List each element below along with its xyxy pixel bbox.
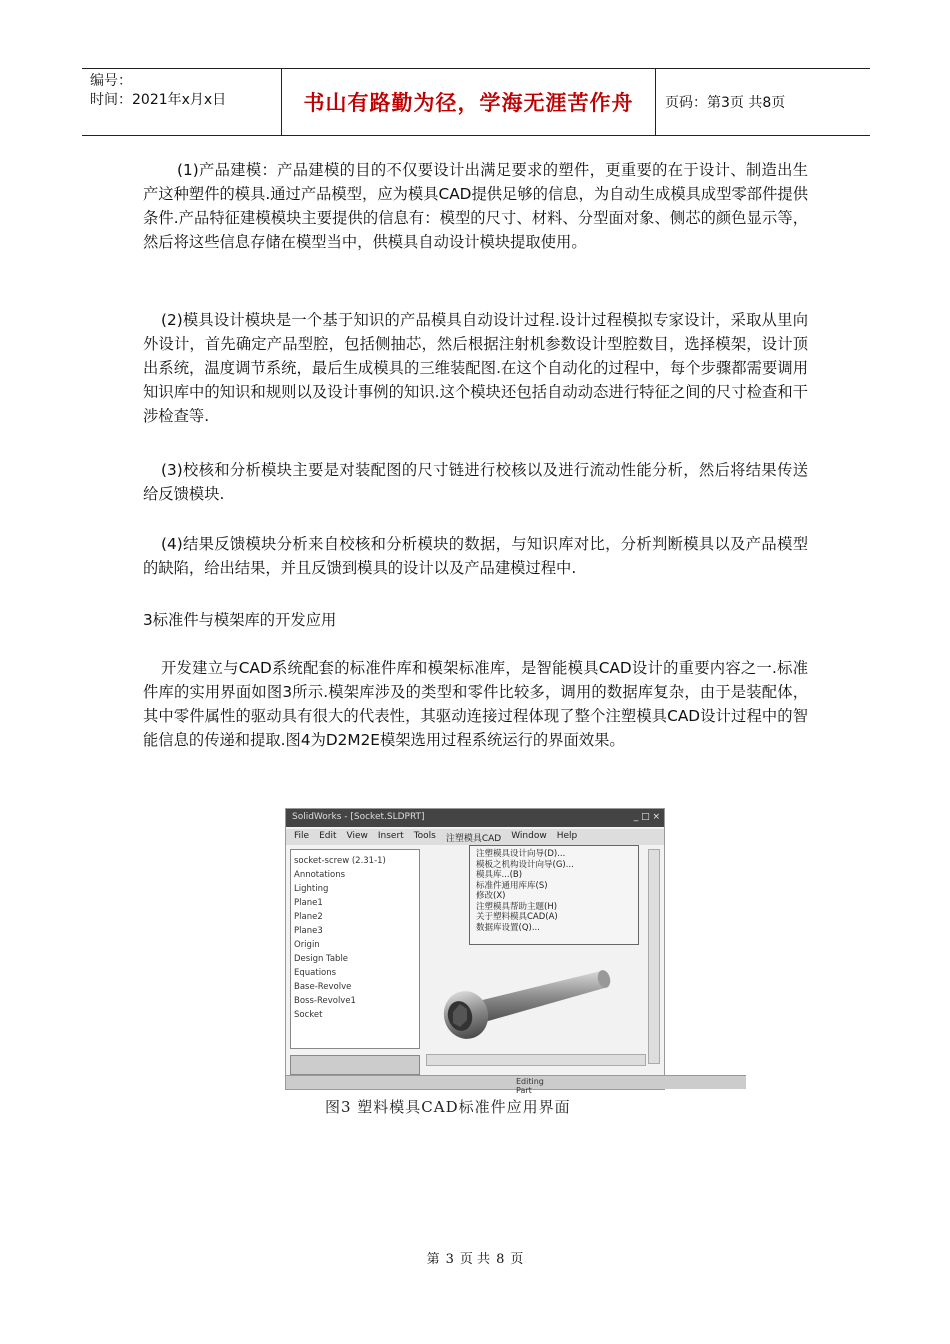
- menu-item: 注塑模具CAD: [445, 834, 502, 844]
- figure-3-screenshot: [285, 808, 665, 1095]
- menu-item: Edit: [319, 831, 337, 841]
- menu-item: Window: [511, 831, 547, 841]
- header-motto: [282, 69, 656, 135]
- tree-item: Plane1: [294, 898, 323, 908]
- dropdown-item: 数据库设置(Q)...: [476, 922, 540, 933]
- tree-item: Origin: [294, 940, 320, 950]
- paragraph-3: (3)校核和分析模块主要是对装配图的尺寸链进行校核以及进行流动性能分析，然后将结果传送给反馈模块.: [143, 461, 808, 503]
- tree-item: Annotations: [294, 870, 346, 880]
- tree-item: Base-Revolve: [294, 982, 352, 992]
- tree-item: Socket: [294, 1010, 323, 1020]
- header-meta: [82, 69, 282, 135]
- dropdown-item: 注塑模具帮助主题(H): [476, 901, 558, 912]
- paragraph-5: 开发建立与CAD系统配套的标准件库和模架标准库，是智能模具CAD设计的重要内容之一.标准件库的实用界面如图3所示.模架库涉及的类型和零件比较多，调用的数据库复杂，由于是装配体，其中零件属性的驱动具有很大的代表性，其驱动连接过程体现了整个注塑模具CAD设计过程中的智能信息的传递和提取.图4为D2M2E模架选用过程系统运行的界面效果。: [143, 659, 808, 749]
- tree-item: Design Table: [294, 954, 349, 964]
- dropdown-item: 模板之机构设计向导(G)...: [476, 859, 574, 870]
- tree-item: Plane2: [294, 912, 323, 922]
- menu-item: Insert: [377, 831, 404, 841]
- tree-item: Plane3: [294, 926, 323, 936]
- vertical-scrollbar: [648, 849, 660, 1064]
- dropdown-item: 修改(X): [476, 891, 506, 901]
- motto-text: 书山有路勤为径，学海无涯苦作舟: [303, 90, 634, 115]
- footer-mid: 页 共: [459, 1252, 491, 1267]
- dropdown-item: 注塑模具设计向导(D)...: [476, 849, 566, 859]
- dropdown-item: 模具库...(B): [476, 870, 523, 880]
- figure-menu-bar: [286, 829, 664, 845]
- footer-prefix: 第: [426, 1252, 440, 1267]
- window-controls-icon: _ □ ×: [633, 812, 660, 822]
- tree-toolbar: [290, 1055, 420, 1075]
- feature-tree: [290, 849, 420, 1049]
- footer-page: 3: [445, 1252, 454, 1267]
- tree-item: Equations: [294, 968, 337, 978]
- dropdown-item: 标准件通用库库(S): [476, 880, 548, 891]
- menu-item: File: [294, 831, 310, 841]
- socket-screw-model-icon: [436, 949, 636, 1049]
- page-footer: [0, 1248, 950, 1267]
- paragraph-4: (4)结果反馈模块分析来自校核和分析模块的数据，与知识库对比，分析判断模具以及产品模型的缺陷，给出结果，并且反馈到模具的设计以及产品建模过程中.: [143, 535, 808, 577]
- dropdown-item: 关于塑料模具CAD(A): [476, 912, 558, 922]
- tree-item: Lighting: [294, 884, 329, 894]
- tree-item: socket-screw (2.31-1): [294, 856, 386, 866]
- horizontal-scrollbar: [426, 1054, 646, 1066]
- footer-total: 8: [496, 1252, 505, 1267]
- menu-item: Help: [556, 831, 578, 841]
- menu-item: View: [346, 831, 368, 841]
- status-bar: Editing Part: [286, 1075, 746, 1089]
- section-heading: 3标准件与模架库的开发应用: [143, 611, 337, 629]
- menu-item: Tools: [413, 831, 436, 841]
- figure-caption: 图3 塑料模具CAD标准件应用界面: [325, 1098, 571, 1116]
- paragraph-2: (2)模具设计模块是一个基于知识的产品模具自动设计过程.设计过程模拟专家设计，采取从里向外设计，首先确定产品型腔，包括侧抽芯，然后根据注射机参数设计型腔数目，选择模架，设计顶出系统，温度调节系统，最后生成模具的三维装配图.在这个自动化的过程中，每个步骤都需要调用知识库中的知识和规则以及设计事例的知识.这个模块还包括自动动态进行特征之间的尺寸检查和干涉检查等.: [143, 311, 808, 425]
- dropdown-menu: [469, 845, 639, 945]
- footer-suffix: 页: [510, 1252, 524, 1267]
- figure-window-title: SolidWorks - [Socket.SLDPRT]: [286, 809, 664, 827]
- paragraph-1: (1)产品建模：产品建模的目的不仅要设计出满足要求的塑件，更重要的在于设计、制造出生产这种塑件的模具.通过产品模型，应为模具CAD提供足够的信息，为自动生成模具成型零部件提供条件.产品特征建模模块主要提供的信息有：模型的尺寸、材料、分型面对象、侧芯的颜色显示等，然后将这些信息存储在模型当中，供模具自动设计模块提取使用。: [143, 161, 808, 251]
- header-table: [82, 68, 870, 136]
- header-page-info: [656, 69, 870, 135]
- page-info-text: 页码：第3页 共8页: [665, 95, 786, 111]
- date-label: 时间：2021年x月x日: [90, 92, 227, 108]
- code-label: 编号：: [90, 73, 132, 89]
- tree-item: Boss-Revolve1: [294, 996, 356, 1006]
